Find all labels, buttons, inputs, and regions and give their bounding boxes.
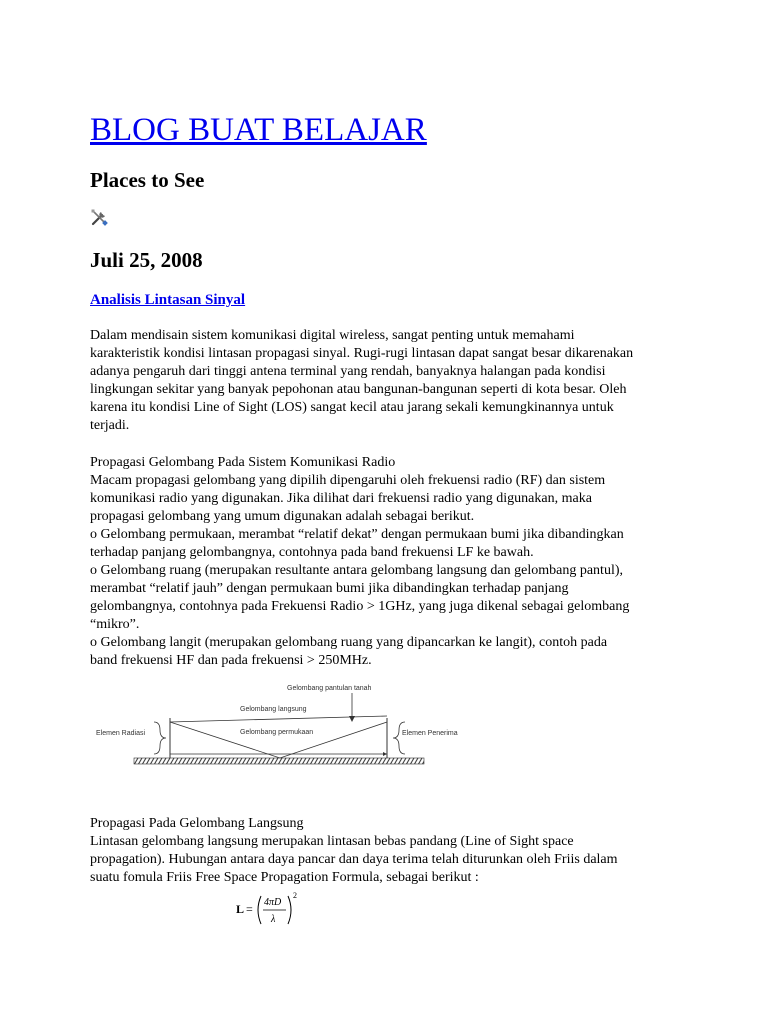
text-line: karakteristik kondisi lintasan propagasi sinyal. Rugi-rugi lintasan dapat sangat besar dikarenakan [90, 346, 634, 361]
text-line: karena itu kondisi Line of Sight (LOS) sangat kecil atau jarang sekali kemungkinannya untuk [90, 400, 614, 415]
post-title[interactable] [90, 290, 245, 310]
text-line: terjadi. [90, 418, 130, 433]
formula-paren-right [288, 896, 291, 924]
blog-subtitle: Places to See [90, 168, 205, 192]
formula-paren-left [258, 896, 261, 924]
text-line: propagasi gelombang yang umum digunakan adalah sebagai berikut. [90, 509, 475, 524]
label-receiving-element: Elemen Penerima [402, 730, 458, 737]
ground-surface [134, 758, 424, 764]
label-radiating-element: Elemen Radiasi [96, 730, 146, 737]
label-ground-reflection: Gelombang pantulan tanah [287, 685, 372, 692]
right-brace [393, 722, 405, 754]
section-heading: Propagasi Pada Gelombang Langsung [90, 816, 304, 831]
formula-lhs: L [236, 902, 245, 916]
paragraph-intro [90, 327, 690, 435]
paragraph-direct-wave [90, 815, 690, 887]
text-line: “mikro”. [90, 617, 140, 632]
text-line: band frekuensi HF dan pada frekuensi > 250MHz. [90, 653, 372, 668]
text-line: o Gelombang permukaan, merambat “relatif dekat” dengan permukaan bumi jika dibandingkan [90, 527, 624, 542]
blog-title[interactable] [90, 110, 427, 150]
label-surface-wave: Gelombang permukaan [240, 729, 314, 736]
left-brace [154, 722, 166, 754]
formula-numerator: 4πD [264, 897, 282, 908]
paragraph-propagation [90, 454, 690, 670]
label-direct-wave: Gelombang langsung [240, 706, 307, 713]
post-title-link[interactable]: Analisis Lintasan Sinyal [90, 292, 246, 308]
formula-denominator: λ [271, 914, 276, 925]
text-line: adanya pengaruh dari tinggi antena terminal yang rendah, banyaknya halangan pada kondisi [90, 364, 606, 379]
tools-icon [90, 208, 109, 227]
text-line: propagation). Hubungan antara daya pancar dan daya terima telah diturunkan oleh Friis dalam [90, 852, 618, 867]
text-line: Lintasan gelombang langsung merupakan lintasan bebas pandang (Line of Sight space [90, 834, 574, 849]
wave-propagation-diagram [90, 680, 480, 770]
text-line: o Gelombang langit (merupakan gelombang ruang yang dipancarkan ke langit), contoh pada [90, 635, 608, 650]
direct-wave-line [170, 716, 387, 722]
formula-exponent: 2 [293, 891, 297, 900]
formula-equals: = [246, 902, 253, 916]
surface-wave-arrow [383, 752, 387, 756]
blog-title-link[interactable]: BLOG BUAT BELAJAR [90, 112, 427, 148]
text-line: terhadap panjang gelombangnya, contohnya pada band frekuensi LF ke bawah. [90, 545, 534, 560]
text-line: merambat “relatif jauh” dengan permukaan bumi jika dibandingkan terhadap panjang [90, 581, 569, 596]
reflected-wave-line [170, 722, 387, 758]
text-line: suatu fomula Friis Free Space Propagation Formula, sebagai berikut : [90, 870, 479, 885]
friis-formula [236, 890, 316, 930]
text-line: Dalam mendisain sistem komunikasi digital wireless, sangat penting untuk memahami [90, 328, 575, 343]
text-line: lingkungan sekitar yang banyak pepohonan atau bangunan-bangunan seperti di kota besar. Oleh [90, 382, 627, 397]
text-line: komunikasi radio yang digunakan. Jika dilihat dari frekuensi radio yang digunakan, maka [90, 491, 592, 506]
post-date: Juli 25, 2008 [90, 248, 203, 272]
text-line: Macam propagasi gelombang yang dipilih dipengaruhi oleh frekuensi radio (RF) dan sistem [90, 473, 606, 488]
text-line: o Gelombang ruang (merupakan resultante antara gelombang langsung dan gelombang pantul), [90, 563, 623, 578]
text-line: gelombangnya, contohnya pada Frekuensi Radio > 1GHz, yang juga dikenal sebagai gelombang [90, 599, 630, 614]
section-heading: Propagasi Gelombang Pada Sistem Komunikasi Radio [90, 455, 396, 470]
